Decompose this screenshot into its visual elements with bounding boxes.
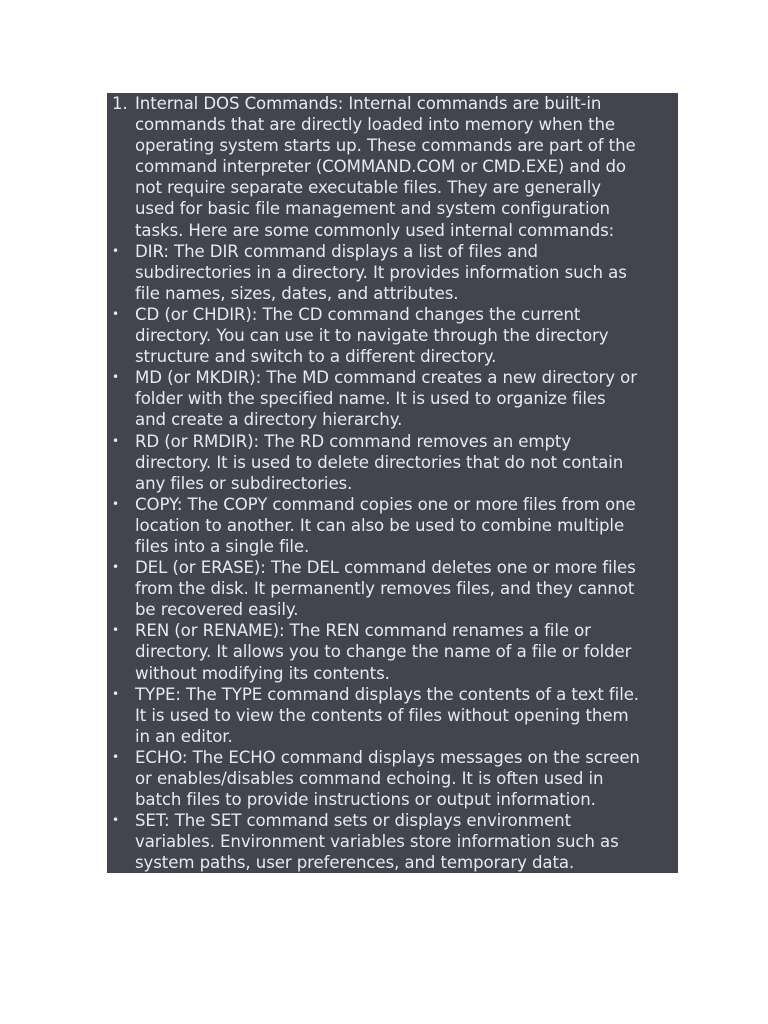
text-line: MD (or MKDIR): The MD command creates a new directory or — [135, 368, 637, 388]
text-line: REN (or RENAME): The REN command renames a file or — [135, 621, 591, 641]
text-line: files into a single file. — [135, 536, 310, 556]
bullet: • — [112, 623, 119, 638]
bullet: • — [112, 813, 119, 828]
list-item — [107, 431, 678, 494]
text-line: COPY: The COPY command copies one or more files from one — [135, 494, 636, 514]
text-line: DEL (or ERASE): The DEL command deletes one or more files — [135, 558, 636, 578]
text-line: and create a directory hierarchy. — [135, 410, 403, 430]
text-line: RD (or RMDIR): The RD command removes an empty — [135, 431, 572, 451]
text-line: structure and switch to a different directory. — [135, 347, 497, 367]
document-panel — [107, 93, 678, 873]
text-line: TYPE: The TYPE command displays the contents of a text file. — [135, 684, 639, 704]
text-line: DIR: The DIR command displays a list of files and — [135, 241, 538, 261]
list-item — [107, 367, 678, 430]
bullet: • — [112, 560, 119, 575]
text-line: commands that are directly loaded into memory when the — [135, 115, 616, 135]
text-line: location to another. It can also be used to combine multiple — [135, 515, 625, 535]
bullet: • — [112, 433, 119, 448]
bullet: • — [112, 306, 119, 321]
text-line: SET: The SET command sets or displays environment — [135, 811, 572, 831]
bullet: • — [112, 749, 119, 764]
list-item — [107, 620, 678, 683]
text-line: ECHO: The ECHO command displays messages on the screen — [135, 747, 640, 767]
text-line: operating system starts up. These commands are part of the — [135, 136, 636, 156]
text-line: It is used to view the contents of files without opening them — [135, 705, 629, 725]
text-line: system paths, user preferences, and temporary data. — [135, 853, 575, 873]
text-line: command interpreter (COMMAND.COM or CMD.EXE) and do — [135, 157, 626, 177]
intro-paragraph — [107, 93, 678, 241]
bullet: • — [112, 686, 119, 701]
list-item — [107, 557, 678, 620]
text-line: file names, sizes, dates, and attributes. — [135, 283, 459, 303]
text-line: from the disk. It permanently removes files, and they cannot — [135, 579, 635, 599]
text-line: any files or subdirectories. — [135, 473, 353, 493]
bullet: • — [112, 243, 119, 258]
text-line: Internal DOS Commands: Internal commands are built-in — [135, 94, 602, 113]
text-line: in an editor. — [135, 726, 233, 746]
text-line: without modifying its contents. — [135, 663, 390, 683]
text-line: directory. It is used to delete directories that do not contain — [135, 452, 624, 472]
text-line: directory. You can use it to navigate through the directory — [135, 326, 609, 346]
text-line: folder with the specified name. It is used to organize files — [135, 389, 606, 409]
text-line: batch files to provide instructions or output information. — [135, 790, 596, 810]
text-line: variables. Environment variables store information such as — [135, 832, 619, 852]
text-line: not require separate executable files. They are generally — [135, 178, 601, 198]
list-item — [107, 747, 678, 810]
list-item — [107, 494, 678, 557]
bullet: • — [112, 496, 119, 511]
text-line: used for basic file management and system configuration — [135, 199, 610, 219]
list-item — [107, 241, 678, 304]
list-item — [107, 810, 678, 873]
text-line: subdirectories in a directory. It provides information such as — [135, 262, 627, 282]
list-number: 1. — [112, 94, 128, 113]
list-item — [107, 684, 678, 747]
text-line: CD (or CHDIR): The CD command changes the current — [135, 304, 581, 324]
text-line: directory. It allows you to change the name of a file or folder — [135, 642, 632, 662]
text-line: be recovered easily. — [135, 600, 299, 620]
text-line: or enables/disables command echoing. It is often used in — [135, 769, 604, 788]
bullet: • — [112, 370, 119, 385]
list-item — [107, 304, 678, 367]
text-line: tasks. Here are some commonly used internal commands: — [135, 220, 615, 240]
